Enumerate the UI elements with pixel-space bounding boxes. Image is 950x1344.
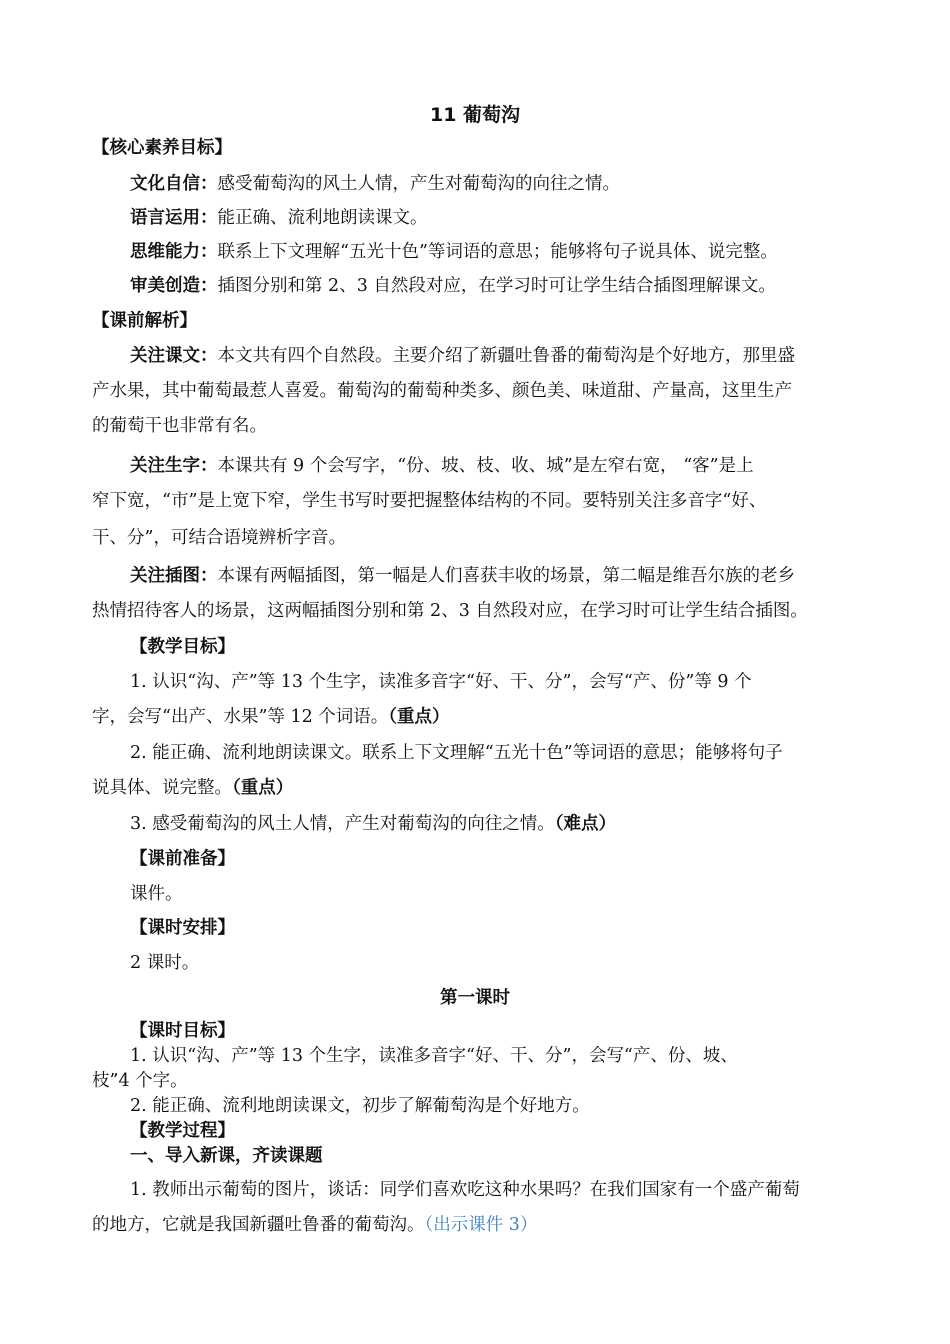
lesson-goal-2: 2. 能正确、流利地朗读课文，初步了解葡萄沟是个好地方。	[130, 1096, 590, 1116]
core-goal-thinking	[130, 239, 862, 265]
pic-focus-line1	[130, 563, 862, 589]
lesson1-title: 第一课时	[440, 988, 510, 1008]
teaching-goal-2-line2	[92, 775, 862, 801]
lesson-goal-1-line2: 枝”4 个字。	[92, 1071, 188, 1091]
section-heading-prep: 【课前准备】	[130, 849, 235, 869]
pic-focus-line2: 热情招待客人的场景，这两幅插图分别和第 2、3 自然段对应，在学习时可让学生结合插图。	[92, 601, 808, 621]
label: 思维能力：	[130, 242, 218, 262]
step1-line2	[92, 1212, 862, 1238]
teaching-goal-3	[130, 811, 862, 837]
text: 说具体、说完整。	[92, 778, 232, 798]
label: 语言运用：	[130, 208, 218, 228]
page-title: 11 葡萄沟	[429, 104, 521, 126]
text: 感受葡萄沟的风土人情，产生对葡萄沟的向往之情。	[217, 174, 620, 194]
section-heading-pre-analysis: 【课前解析】	[92, 311, 197, 331]
text: 字，会写“出产、水果”等 12 个词语。	[92, 707, 389, 727]
lesson-goal-1-line1: 1. 认识“沟、产”等 13 个生字，读准多音字“好、干、分”，会写“产、份、坡、	[130, 1046, 738, 1066]
schedule-text: 2 课时。	[130, 953, 200, 973]
text: 的地方，它就是我国新疆吐鲁番的葡萄沟。	[92, 1215, 425, 1235]
key-point-tag: （重点）	[232, 778, 294, 798]
text: 能正确、流利地朗读课文。	[217, 208, 428, 228]
difficulty-tag: （难点）	[554, 814, 617, 834]
section-heading-teaching-goals: 【教学目标】	[130, 637, 235, 657]
char-focus-line1	[130, 453, 862, 479]
key-point-tag: （重点）	[388, 707, 450, 727]
text: 本文共有四个自然段。主要介绍了新疆吐鲁番的葡萄沟是个好地方，那里盛	[217, 346, 795, 366]
text: 联系上下文理解“五光十色”等词语的意思；能够将句子说具体、说完整。	[217, 242, 778, 262]
section-heading-lesson-goals: 【课时目标】	[130, 1021, 235, 1041]
label: 关注生字：	[130, 456, 218, 476]
section-heading-core-goals: 【核心素养目标】	[92, 138, 232, 158]
prep-text: 课件。	[130, 884, 183, 904]
step1-heading: 一、导入新课，齐读课题	[130, 1146, 323, 1166]
courseware-note: （出示课件 3）	[424, 1215, 538, 1235]
text: 插图分别和第 2、3 自然段对应，在学习时可让学生结合插图理解课文。	[217, 276, 776, 296]
core-goal-language	[130, 205, 862, 231]
teaching-goal-2-line1: 2. 能正确、流利地朗读课文。联系上下文理解“五光十色”等词语的意思；能够将句子	[130, 743, 783, 763]
step1-line1: 1. 教师出示葡萄的图片，谈话：同学们喜欢吃这种水果吗？在我们国家有一个盛产葡萄	[130, 1180, 800, 1200]
char-focus-line2: 窄下宽，“市”是上宽下窄，学生书写时要把握整体结构的不同。要特别关注多音字“好、	[92, 491, 767, 511]
teaching-goal-1-line1: 1. 认识“沟、产”等 13 个生字，读准多音字“好、干、分”，会写“产、份”等 9 个	[130, 672, 752, 692]
text-focus-line3: 的葡萄干也非常有名。	[92, 416, 267, 436]
core-goal-aesthetic	[130, 273, 862, 299]
text-focus-line1	[130, 343, 862, 369]
label: 关注插图：	[130, 566, 218, 586]
text-focus-line2: 产水果，其中葡萄最惹人喜爱。葡萄沟的葡萄种类多、颜色美、味道甜、产量高，这里生产	[92, 381, 792, 401]
label: 审美创造：	[130, 276, 218, 296]
core-goal-culture	[130, 171, 862, 197]
label: 关注课文：	[130, 346, 218, 366]
text: 本课有两幅插图，第一幅是人们喜获丰收的场景，第二幅是维吾尔族的老乡	[217, 566, 795, 586]
text: 3. 感受葡萄沟的风土人情，产生对葡萄沟的向往之情。	[130, 814, 555, 834]
section-heading-schedule: 【课时安排】	[130, 918, 235, 938]
char-focus-line3: 干、分”，可结合语境辨析字音。	[92, 528, 346, 548]
section-heading-process: 【教学过程】	[130, 1121, 235, 1141]
label: 文化自信：	[130, 174, 218, 194]
teaching-goal-1-line2	[92, 704, 862, 730]
text: 本课共有 9 个会写字，“份、坡、枝、收、城”是左窄右宽， “客”是上	[217, 456, 754, 476]
